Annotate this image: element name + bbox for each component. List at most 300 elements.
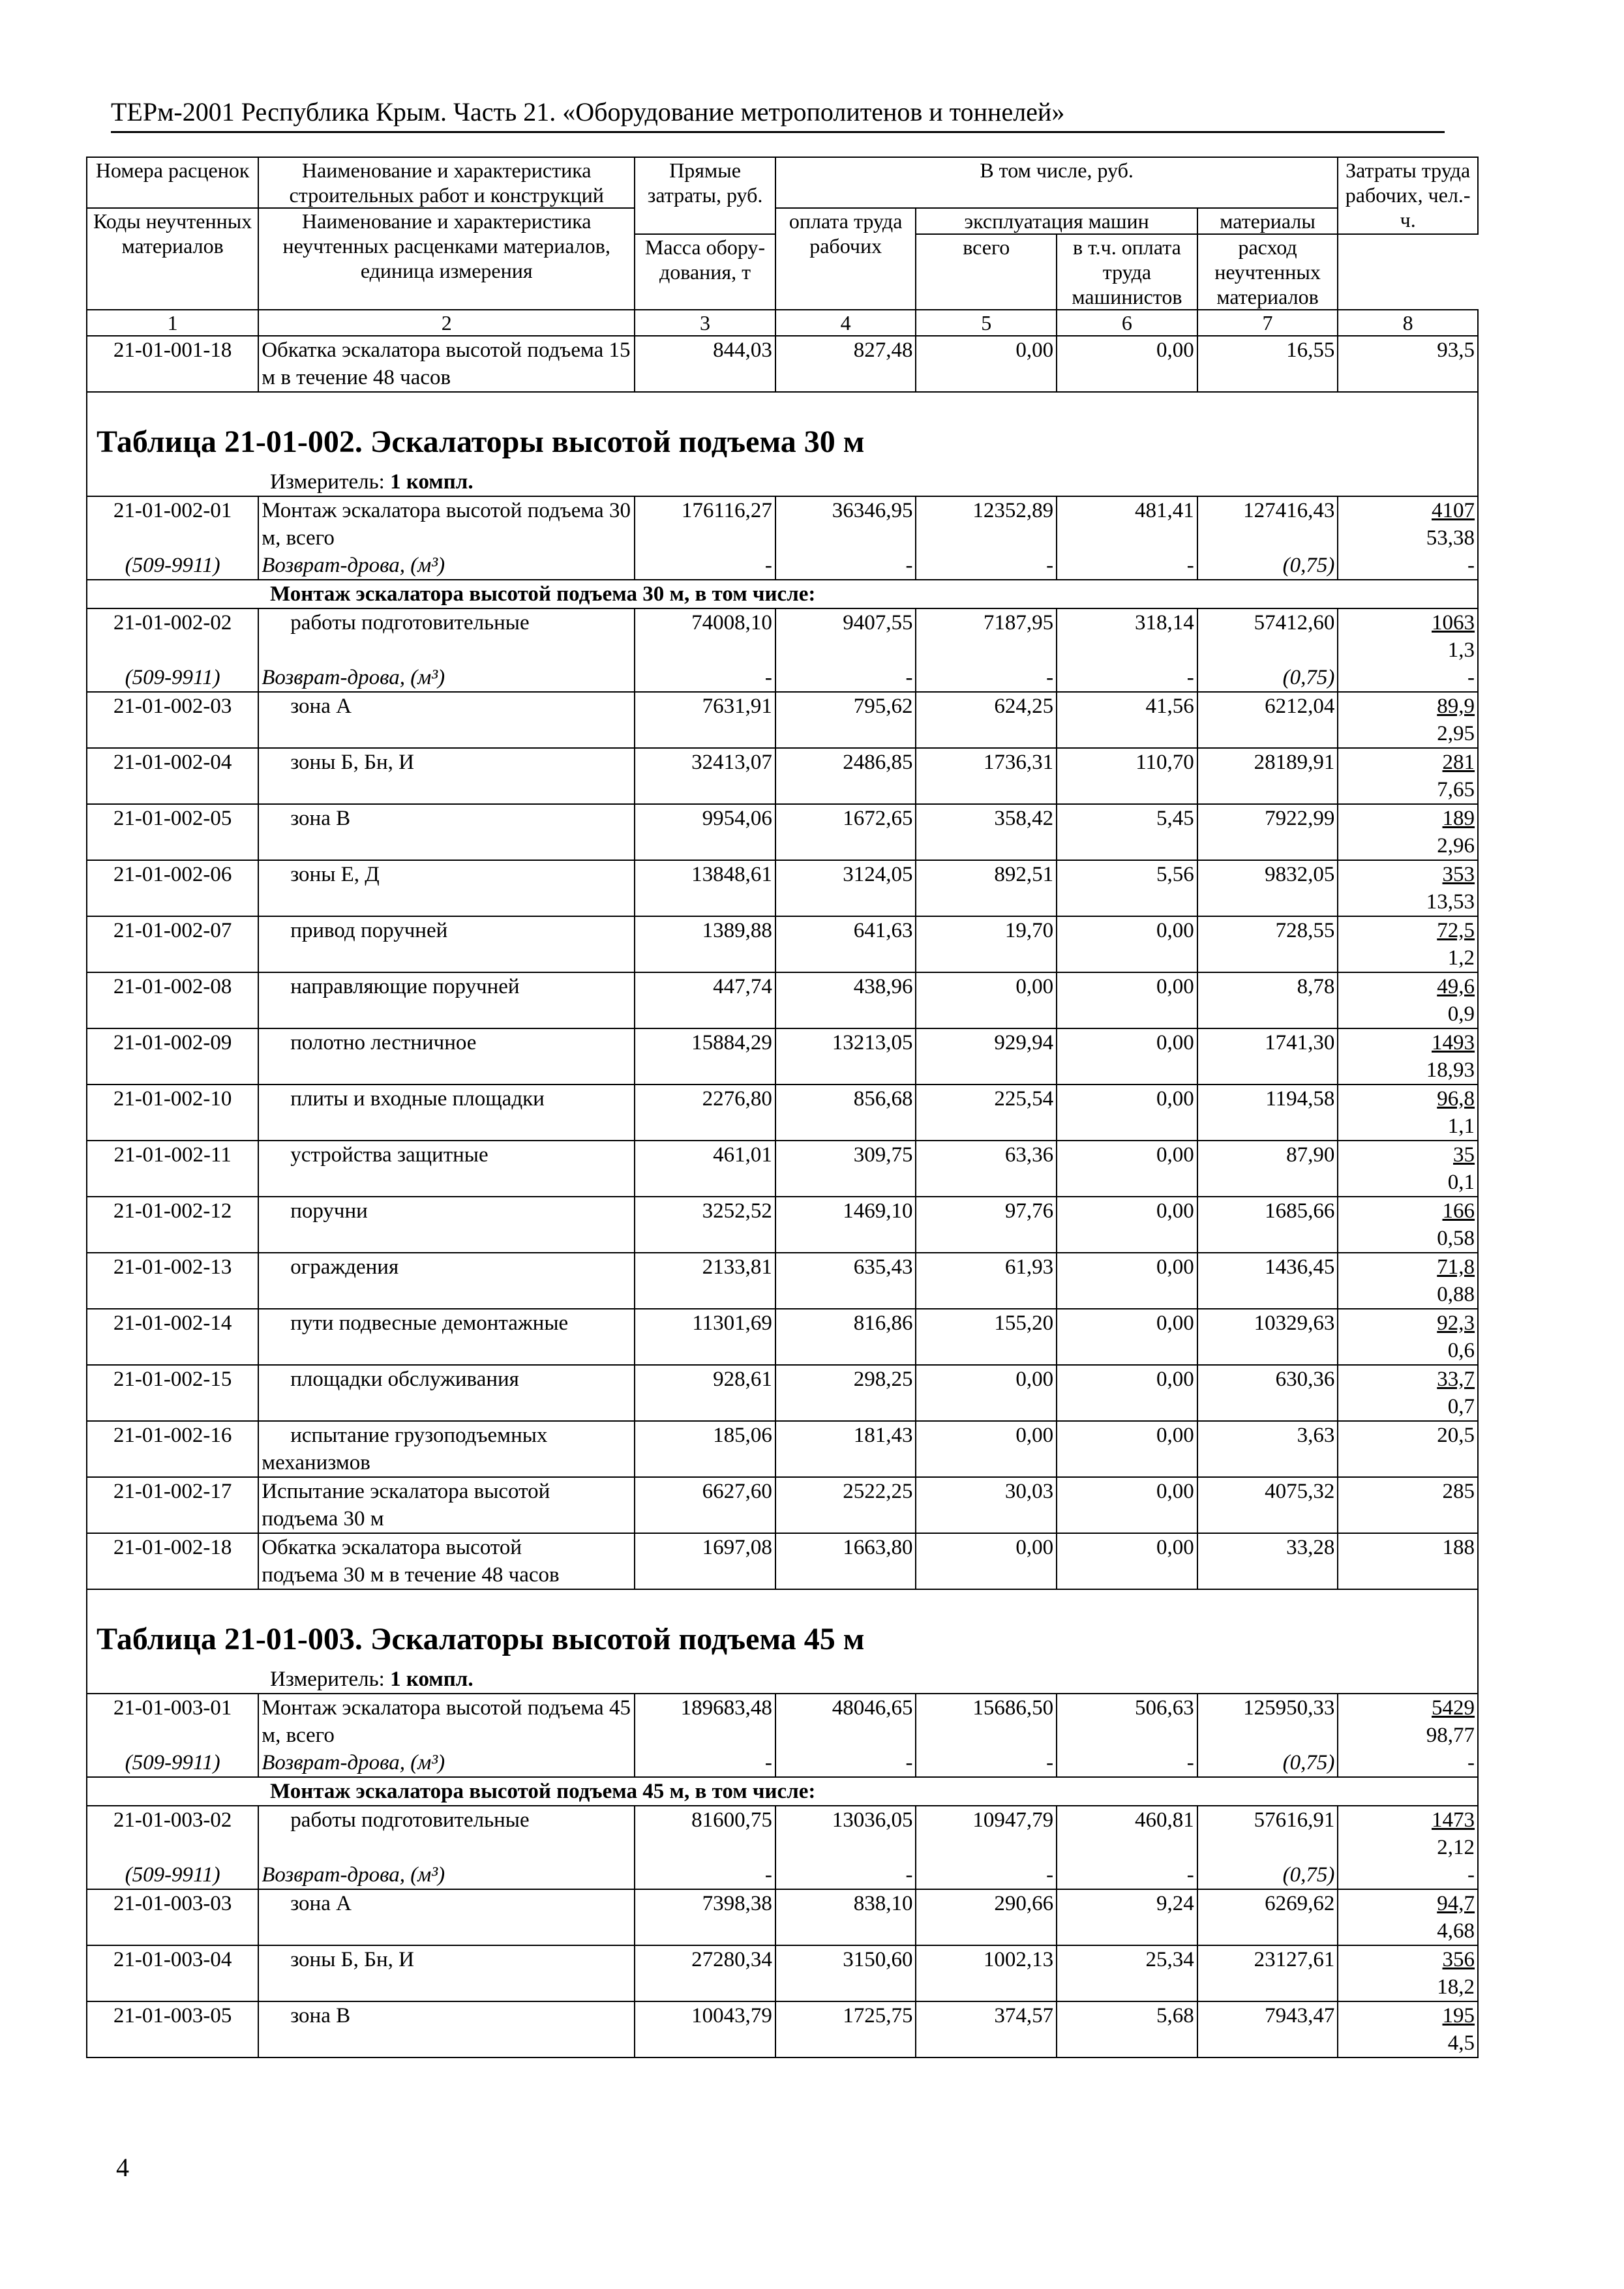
direct-costs-cell bbox=[635, 1085, 775, 1141]
machinist-wages: 0,00 bbox=[1156, 1031, 1194, 1055]
machinist-wages: 0,00 bbox=[1156, 975, 1194, 998]
machinist-wages: 0,00 bbox=[1156, 1536, 1194, 1559]
rate-name: Обкатка эскалатора высотой подъема 15 м в течение 48 часов bbox=[258, 336, 635, 392]
material-direct-costs: - bbox=[764, 554, 772, 577]
measure-row bbox=[87, 1666, 1478, 1694]
direct-costs: 10043,79 bbox=[691, 2004, 772, 2027]
rate-name-cell bbox=[258, 496, 635, 580]
machines-total-cell bbox=[916, 1477, 1057, 1533]
rate-code: 21-01-001-18 bbox=[87, 336, 258, 392]
labor-cell bbox=[1338, 1421, 1478, 1477]
table-title-row bbox=[87, 1589, 1478, 1666]
material-worker-wages: - bbox=[905, 1751, 913, 1774]
rate-name: плиты и входные площадки bbox=[290, 1087, 545, 1111]
materials-cost-cell bbox=[1197, 972, 1338, 1028]
labor-cell bbox=[1338, 608, 1478, 692]
direct-costs: 15884,29 bbox=[691, 1031, 772, 1055]
direct-costs: 176116,27 bbox=[681, 499, 772, 522]
rate-code-cell bbox=[87, 2001, 258, 2057]
direct-costs: 7398,38 bbox=[702, 1892, 772, 1915]
materials-cost: 10329,63 bbox=[1254, 1311, 1335, 1335]
worker-wages-cell bbox=[775, 1309, 916, 1365]
worker-wages-cell bbox=[775, 1197, 916, 1253]
worker-wages-cell bbox=[775, 748, 916, 804]
rate-code: 21-01-002-02 bbox=[113, 611, 232, 635]
rate-code: 21-01-002-01 bbox=[113, 499, 232, 522]
rate-name: зоны Б, Бн, И bbox=[290, 751, 415, 774]
materials-cost-cell bbox=[1197, 496, 1338, 580]
rate-code-cell bbox=[87, 496, 258, 580]
unaccounted-material-code: (509-9911) bbox=[125, 1751, 220, 1774]
materials-cost-cell bbox=[1197, 804, 1338, 860]
rate-code: 21-01-002-12 bbox=[113, 1199, 232, 1223]
labor-cell bbox=[1338, 1028, 1478, 1085]
rate-name: Монтаж эскалатора высотой подъема 30 м, всего bbox=[262, 499, 631, 550]
equipment-mass: 0,6 bbox=[1447, 1339, 1475, 1362]
machinist-wages: 318,14 bbox=[1134, 611, 1194, 635]
rate-row bbox=[87, 1309, 1478, 1365]
measure-cell bbox=[87, 468, 1478, 496]
machinist-wages: 0,00 bbox=[1156, 1424, 1194, 1447]
worker-wages-cell bbox=[775, 1141, 916, 1197]
machines-total: 12352,89 bbox=[972, 499, 1054, 522]
unaccounted-material-code: (509-9911) bbox=[125, 666, 220, 689]
direct-costs-cell bbox=[635, 1694, 775, 1777]
machinist-wages: 5,45 bbox=[1156, 807, 1194, 830]
rate-code: 21-01-002-14 bbox=[113, 1311, 232, 1335]
worker-wages: 635,43 bbox=[853, 1255, 913, 1279]
worker-wages: 309,75 bbox=[853, 1143, 913, 1167]
worker-wages-cell bbox=[775, 608, 916, 692]
labor-cell bbox=[1338, 860, 1478, 916]
rate-code-cell bbox=[87, 1197, 258, 1253]
rate-name: пути подвесные демонтажные bbox=[290, 1311, 569, 1335]
labor-cost: 166 bbox=[1442, 1199, 1475, 1223]
machines-total-cell bbox=[916, 860, 1057, 916]
page-header: ТЕРм-2001 Республика Крым. Часть 21. «Оборудование метрополитенов и тоннелей» bbox=[111, 97, 1445, 133]
direct-costs-cell bbox=[635, 1365, 775, 1421]
rate-code-cell bbox=[87, 916, 258, 972]
direct-costs: 11301,69 bbox=[692, 1311, 772, 1335]
table-title-row bbox=[87, 392, 1478, 468]
equipment-mass: 4,68 bbox=[1437, 1919, 1475, 1943]
direct-costs: 74008,10 bbox=[691, 611, 772, 635]
direct-costs: 27280,34 bbox=[691, 1948, 772, 1971]
materials-cost: 6212,04 bbox=[1265, 695, 1335, 718]
measure-label: Измеритель: bbox=[270, 1668, 385, 1691]
direct-costs: 189683,48 bbox=[680, 1696, 772, 1720]
rate-code-cell bbox=[87, 1889, 258, 1945]
direct-costs-cell bbox=[635, 804, 775, 860]
machines-total-cell bbox=[916, 1141, 1057, 1197]
col7-header: расход неучтенных материалов bbox=[1197, 234, 1338, 310]
machinist-wages-cell bbox=[1057, 1945, 1197, 2001]
rate-name-continued: подъема 30 м в течение 48 часов bbox=[262, 1563, 560, 1587]
labor-cell bbox=[1338, 1889, 1478, 1945]
labor-cell bbox=[1338, 1085, 1478, 1141]
rate-name: зоны Б, Бн, И bbox=[290, 1948, 415, 1971]
materials-cost: 23127,61 bbox=[1254, 1948, 1335, 1971]
machines-total: 290,66 bbox=[994, 1892, 1054, 1915]
rate-name-cell bbox=[258, 916, 635, 972]
labor-cost: 4107 bbox=[1432, 499, 1475, 522]
materials-cost-cell bbox=[1197, 1806, 1338, 1889]
rate-row bbox=[87, 1945, 1478, 2001]
material-worker-wages: - bbox=[905, 666, 913, 689]
header-row-2 bbox=[87, 208, 1478, 234]
worker-wages: 13213,05 bbox=[832, 1031, 913, 1055]
direct-costs: 1697,08 bbox=[702, 1536, 772, 1559]
worker-wages: 856,68 bbox=[853, 1087, 913, 1111]
labor-cell bbox=[1338, 1253, 1478, 1309]
measure-label: Измеритель: bbox=[270, 470, 385, 494]
worker-wages: 827,48 bbox=[775, 336, 916, 392]
equipment-mass: 1,3 bbox=[1447, 638, 1475, 662]
rate-code-cell bbox=[87, 1309, 258, 1365]
labor-cost: 92,3 bbox=[1437, 1311, 1475, 1335]
rate-name-cell bbox=[258, 1945, 635, 2001]
rate-name-cell bbox=[258, 692, 635, 748]
rate-code: 21-01-002-06 bbox=[113, 863, 232, 886]
machines-total: 63,36 bbox=[1004, 1143, 1054, 1167]
materials-cost: 7922,99 bbox=[1265, 807, 1335, 830]
worker-wages: 1725,75 bbox=[843, 2004, 913, 2027]
rate-name-cell bbox=[258, 1253, 635, 1309]
machines-total: 0,00 bbox=[1015, 975, 1054, 998]
rate-name: Испытание эскалатора высотой bbox=[262, 1480, 550, 1503]
machinist-wages-cell bbox=[1057, 1028, 1197, 1085]
materials-cost-cell bbox=[1197, 1085, 1338, 1141]
rate-row bbox=[87, 2001, 1478, 2057]
direct-costs-cell bbox=[635, 1253, 775, 1309]
rate-code-cell bbox=[87, 1028, 258, 1085]
labor-cell bbox=[1338, 972, 1478, 1028]
rate-row bbox=[87, 1477, 1478, 1533]
rate-row bbox=[87, 1694, 1478, 1777]
column-numbers-row bbox=[87, 310, 1478, 336]
machinist-wages-cell bbox=[1057, 1421, 1197, 1477]
worker-wages-cell bbox=[775, 1421, 916, 1477]
worker-wages: 816,86 bbox=[853, 1311, 913, 1335]
direct-costs-cell bbox=[635, 972, 775, 1028]
machines-total-cell bbox=[916, 916, 1057, 972]
machines-total-cell bbox=[916, 1309, 1057, 1365]
materials-cost-cell bbox=[1197, 1421, 1338, 1477]
rate-code: 21-01-002-13 bbox=[113, 1255, 232, 1279]
labor-cell bbox=[1338, 692, 1478, 748]
labor-cost: 72,5 bbox=[1437, 919, 1475, 942]
material-direct-costs: - bbox=[764, 666, 772, 689]
materials-cost: 127416,43 bbox=[1243, 499, 1335, 522]
labor-cost: 49,6 bbox=[1437, 975, 1475, 998]
machinist-wages-cell bbox=[1057, 1141, 1197, 1197]
machinist-wages-cell bbox=[1057, 804, 1197, 860]
rate-name-cell bbox=[258, 2001, 635, 2057]
rate-code-cell bbox=[87, 804, 258, 860]
machinist-wages: 0,00 bbox=[1156, 919, 1194, 942]
rate-row bbox=[87, 916, 1478, 972]
equipment-mass: 0,1 bbox=[1447, 1171, 1475, 1194]
material-mass: - bbox=[1467, 554, 1475, 577]
materials-cost: 4075,32 bbox=[1265, 1480, 1335, 1503]
worker-wages: 36346,95 bbox=[832, 499, 913, 522]
machinist-wages-cell bbox=[1057, 496, 1197, 580]
material-materials-cost: (0,75) bbox=[1282, 666, 1335, 689]
rate-name: направляющие поручней bbox=[290, 975, 520, 998]
equipment-mass: 18,2 bbox=[1437, 1975, 1475, 1999]
col-number: 4 bbox=[775, 310, 916, 336]
worker-wages-cell bbox=[775, 860, 916, 916]
machines-header: эксплуатация машин bbox=[916, 208, 1197, 234]
rate-row bbox=[87, 1085, 1478, 1141]
worker-wages: 3124,05 bbox=[843, 863, 913, 886]
rate-row bbox=[87, 1365, 1478, 1421]
materials-cost: 630,36 bbox=[1275, 1368, 1335, 1391]
labor-cell bbox=[1338, 496, 1478, 580]
material-materials-cost: (0,75) bbox=[1282, 554, 1335, 577]
header-row-1 bbox=[87, 157, 1478, 208]
rate-row bbox=[87, 1421, 1478, 1477]
rate-name-cell bbox=[258, 1028, 635, 1085]
col5-header: всего bbox=[916, 234, 1057, 310]
worker-wages: 795,62 bbox=[853, 695, 913, 718]
rate-row bbox=[87, 972, 1478, 1028]
machines-total: 19,70 bbox=[1004, 919, 1054, 942]
equipment-mass: 18,93 bbox=[1426, 1058, 1475, 1082]
machinist-wages: 5,68 bbox=[1156, 2004, 1194, 2027]
material-machines-total: - bbox=[1046, 554, 1054, 577]
col-number: 5 bbox=[916, 310, 1057, 336]
materials-cost: 8,78 bbox=[1297, 975, 1335, 998]
labor-cell bbox=[1338, 1694, 1478, 1777]
machinist-wages-cell bbox=[1057, 748, 1197, 804]
worker-wages-cell bbox=[775, 496, 916, 580]
rate-code-cell bbox=[87, 1365, 258, 1421]
machinist-wages: 9,24 bbox=[1156, 1892, 1194, 1915]
rate-name-cell bbox=[258, 1421, 635, 1477]
labor-cell bbox=[1338, 1533, 1478, 1589]
machines-total-cell bbox=[916, 1806, 1057, 1889]
rate-code: 21-01-003-05 bbox=[113, 2004, 232, 2027]
rate-code: 21-01-002-10 bbox=[113, 1087, 232, 1111]
worker-wages-cell bbox=[775, 2001, 916, 2057]
machines-total-cell bbox=[916, 1421, 1057, 1477]
rate-name-cell bbox=[258, 608, 635, 692]
materials-cost: 7943,47 bbox=[1265, 2004, 1335, 2027]
materials-cost-cell bbox=[1197, 1889, 1338, 1945]
machines-total: 358,42 bbox=[994, 807, 1054, 830]
rate-code: 21-01-003-04 bbox=[113, 1948, 232, 1971]
unaccounted-material-code: (509-9911) bbox=[125, 554, 220, 577]
rate-name: полотно лестничное bbox=[290, 1031, 477, 1055]
subheading: Монтаж эскалатора высотой подъема 30 м, в том числе: bbox=[87, 580, 1478, 608]
rate-name: Монтаж эскалатора высотой подъема 45 м, всего bbox=[262, 1696, 631, 1747]
worker-wages: 2522,25 bbox=[843, 1480, 913, 1503]
direct-costs-cell bbox=[635, 496, 775, 580]
rate-code-cell bbox=[87, 1533, 258, 1589]
materials-cost: 57616,91 bbox=[1254, 1808, 1335, 1832]
material-machines-total: - bbox=[1046, 1863, 1054, 1887]
machines-total: 10947,79 bbox=[972, 1808, 1054, 1832]
machines-total: 1002,13 bbox=[983, 1948, 1054, 1971]
measure-row bbox=[87, 468, 1478, 496]
material-worker-wages: - bbox=[905, 554, 913, 577]
col-number: 2 bbox=[258, 310, 635, 336]
direct-costs: 9954,06 bbox=[702, 807, 772, 830]
rate-code: 21-01-002-16 bbox=[113, 1424, 232, 1447]
materials-cost-cell bbox=[1197, 1533, 1338, 1589]
worker-wages: 838,10 bbox=[853, 1892, 913, 1915]
labor-cost: 94,7 bbox=[1437, 1892, 1475, 1915]
equipment-mass: 0,58 bbox=[1437, 1227, 1475, 1250]
labor-cost: 1473 bbox=[1432, 1808, 1475, 1832]
machinist-wages-cell bbox=[1057, 916, 1197, 972]
rate-code: 21-01-003-03 bbox=[113, 1892, 232, 1915]
direct-costs: 81600,75 bbox=[691, 1808, 772, 1832]
labor-cell bbox=[1338, 1309, 1478, 1365]
direct-costs-cell bbox=[635, 1309, 775, 1365]
direct-costs-cell bbox=[635, 1197, 775, 1253]
machinist-wages-cell bbox=[1057, 1085, 1197, 1141]
materials-cost-cell bbox=[1197, 860, 1338, 916]
worker-wages: 13036,05 bbox=[832, 1808, 913, 1832]
materials-cost: 1436,45 bbox=[1265, 1255, 1335, 1279]
machines-total: 1736,31 bbox=[983, 751, 1054, 774]
unaccounted-material-name: Возврат-дрова, (м³) bbox=[262, 1863, 445, 1887]
machinist-wages-cell bbox=[1057, 2001, 1197, 2057]
direct-costs-cell bbox=[635, 608, 775, 692]
material-machinist-wages: - bbox=[1186, 554, 1194, 577]
labor-cost: 35 bbox=[1453, 1143, 1475, 1167]
direct-costs-cell bbox=[635, 1889, 775, 1945]
machines-total-cell bbox=[916, 1028, 1057, 1085]
machinist-wages: 506,63 bbox=[1134, 1696, 1194, 1720]
worker-wages-cell bbox=[775, 1365, 916, 1421]
machinist-wages: 0,00 bbox=[1156, 1087, 1194, 1111]
rate-row bbox=[87, 1253, 1478, 1309]
rate-name: привод поручней bbox=[290, 919, 448, 942]
worker-wages-cell bbox=[775, 692, 916, 748]
equipment-mass: 13,53 bbox=[1426, 890, 1475, 914]
labor-cost: 188 bbox=[1442, 1536, 1475, 1559]
direct-costs: 2133,81 bbox=[702, 1255, 772, 1279]
labor-cost: 353 bbox=[1442, 863, 1475, 886]
rate-name-cell bbox=[258, 1477, 635, 1533]
rate-code: 21-01-002-05 bbox=[113, 807, 232, 830]
machines-total-cell bbox=[916, 2001, 1057, 2057]
worker-wages-cell bbox=[775, 916, 916, 972]
rate-code: 21-01-003-02 bbox=[113, 1808, 232, 1832]
labor-cost: 356 bbox=[1442, 1948, 1475, 1971]
machines-total-cell bbox=[916, 1197, 1057, 1253]
worker-wages: 2486,85 bbox=[843, 751, 913, 774]
machinist-wages: 0,00 bbox=[1057, 336, 1197, 392]
materials-cost-cell bbox=[1197, 1253, 1338, 1309]
machines-total-cell bbox=[916, 804, 1057, 860]
rate-row bbox=[87, 336, 1478, 392]
rate-row bbox=[87, 1806, 1478, 1889]
materials-cost: 1194,58 bbox=[1265, 1087, 1335, 1111]
labor-cost: 1063 bbox=[1432, 611, 1475, 635]
labor-cost: 195 bbox=[1442, 2004, 1475, 2027]
rate-name: площадки обслуживания bbox=[290, 1368, 519, 1391]
labor-cell bbox=[1338, 2001, 1478, 2057]
material-machines-total: - bbox=[1046, 1751, 1054, 1774]
materials-cost: 57412,60 bbox=[1254, 611, 1335, 635]
rate-name-cell bbox=[258, 1197, 635, 1253]
materials-cost-cell bbox=[1197, 1141, 1338, 1197]
worker-wages: 1469,10 bbox=[843, 1199, 913, 1223]
page-number: 4 bbox=[116, 2153, 129, 2182]
machines-total: 15686,50 bbox=[972, 1696, 1054, 1720]
labor-cost: 71,8 bbox=[1437, 1255, 1475, 1279]
col1-bottom-header: Коды неучтенных материалов bbox=[87, 208, 258, 310]
subheading-row bbox=[87, 580, 1478, 608]
worker-wages: 298,25 bbox=[853, 1368, 913, 1391]
worker-wages: 1663,80 bbox=[843, 1536, 913, 1559]
rate-row bbox=[87, 608, 1478, 692]
rate-code: 21-01-002-11 bbox=[113, 1143, 232, 1167]
measure-cell bbox=[87, 1666, 1478, 1694]
machinist-wages: 110,70 bbox=[1135, 751, 1194, 774]
machinist-wages-cell bbox=[1057, 608, 1197, 692]
machines-total-cell bbox=[916, 1365, 1057, 1421]
materials-cost: 1685,66 bbox=[1265, 1199, 1335, 1223]
labor-cost: 189 bbox=[1442, 807, 1475, 830]
machines-total-cell bbox=[916, 496, 1057, 580]
machines-total: 892,51 bbox=[994, 863, 1054, 886]
rate-code-cell bbox=[87, 1253, 258, 1309]
worker-wages-cell bbox=[775, 1533, 916, 1589]
machines-total: 0,00 bbox=[1015, 1424, 1054, 1447]
worker-wages-cell bbox=[775, 1889, 916, 1945]
col-number: 3 bbox=[635, 310, 775, 336]
rate-code-cell bbox=[87, 972, 258, 1028]
machines-total: 225,54 bbox=[994, 1087, 1054, 1111]
machines-total-cell bbox=[916, 608, 1057, 692]
machinist-wages-cell bbox=[1057, 1253, 1197, 1309]
materials-cost: 6269,62 bbox=[1265, 1892, 1335, 1915]
equipment-mass: 0,88 bbox=[1437, 1283, 1475, 1306]
direct-costs-cell bbox=[635, 748, 775, 804]
worker-wages-cell bbox=[775, 1945, 916, 2001]
rate-name: устройства защитные bbox=[290, 1143, 489, 1167]
material-mass: - bbox=[1467, 1863, 1475, 1887]
col4-header: оплата труда рабочих bbox=[775, 208, 916, 310]
col8-top-header: Затраты труда рабочих, чел.-ч. bbox=[1338, 157, 1478, 234]
machinist-wages-cell bbox=[1057, 1477, 1197, 1533]
rate-name: зона В bbox=[290, 807, 351, 830]
rate-row bbox=[87, 1141, 1478, 1197]
rate-code: 21-01-002-03 bbox=[113, 695, 232, 718]
labor-cost: 281 bbox=[1442, 751, 1475, 774]
materials-cost-cell bbox=[1197, 1028, 1338, 1085]
subheading-row bbox=[87, 1777, 1478, 1806]
machines-total: 0,00 bbox=[916, 336, 1057, 392]
labor-cost: 1493 bbox=[1432, 1031, 1475, 1055]
rate-name-cell bbox=[258, 1889, 635, 1945]
machinist-wages: 0,00 bbox=[1156, 1480, 1194, 1503]
machinist-wages: 0,00 bbox=[1156, 1143, 1194, 1167]
rate-name: работы подготовительные bbox=[290, 1808, 530, 1832]
direct-costs: 928,61 bbox=[713, 1368, 772, 1391]
materials-cost-cell bbox=[1197, 1477, 1338, 1533]
labor-cost: 20,5 bbox=[1437, 1424, 1475, 1447]
worker-wages: 48046,65 bbox=[832, 1696, 913, 1720]
rate-code-cell bbox=[87, 1477, 258, 1533]
rate-code-cell bbox=[87, 608, 258, 692]
direct-costs-cell bbox=[635, 1945, 775, 2001]
